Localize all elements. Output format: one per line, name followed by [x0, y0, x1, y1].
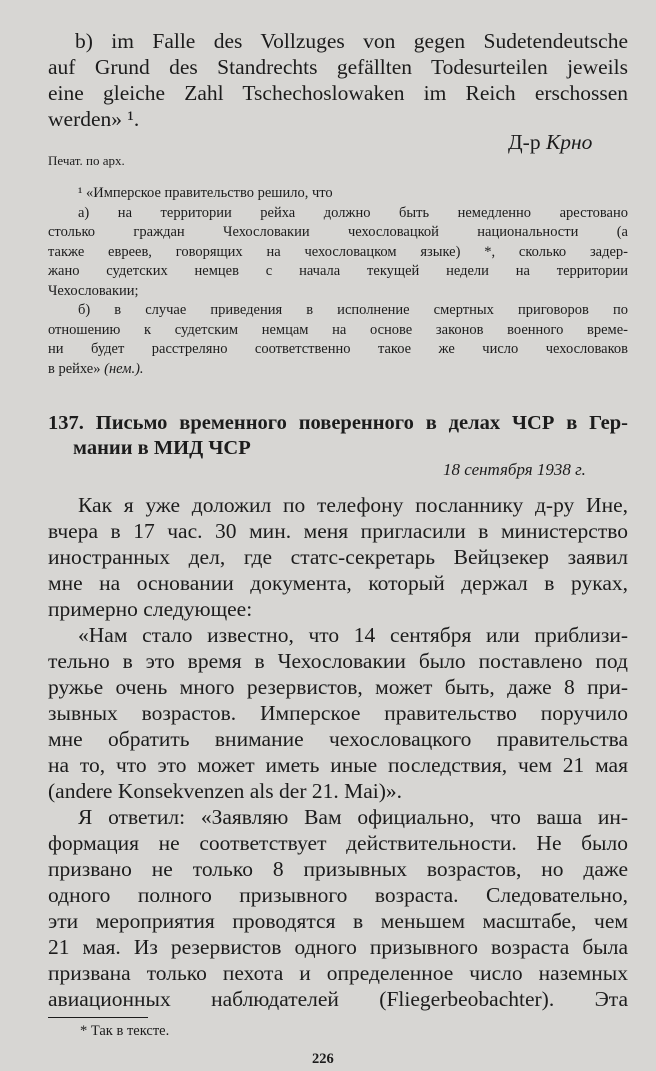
footnote-line: жано судетских немцев с начала текущей недели на территории — [48, 263, 628, 279]
footnote-text: в рейхе» — [48, 361, 101, 377]
body-line: зывных возрастов. Имперское правительство поручило — [48, 701, 628, 725]
footnote-line: а) на территории рейха должно быть немедленно арестовано — [78, 205, 628, 221]
body-line: 21 мая. Из резервистов одного призывного возраста была — [48, 935, 628, 959]
body-line: призвано не только 8 призывных возрастов, но даже — [48, 857, 628, 881]
body-line: ружье очень много резервистов, может быть, даже 8 при- — [48, 675, 628, 699]
signature-prefix: Д-р — [508, 130, 541, 154]
signature — [508, 129, 592, 155]
document-number: 137. — [48, 412, 84, 434]
footnote-line: ¹ «Имперское правительство решило, что — [78, 185, 333, 201]
body-line: Как я уже доложил по телефону посланнику д-ру Ине, — [78, 493, 628, 517]
body-line: тельно в это время в Чехословакии было поставлено под — [48, 649, 628, 673]
body-line: примерно следующее: — [48, 597, 253, 621]
footnote-line: отношению к судетским немцам на основе законов военного време- — [48, 322, 628, 338]
document-title-line — [48, 410, 628, 436]
body-line: Я ответил: «Заявляю Вам официально, что ваша ин- — [78, 805, 628, 829]
document-title-line: мании в МИД ЧСР — [73, 437, 251, 459]
body-line: вчера в 17 час. 30 мин. меня пригласили в министерство — [48, 519, 628, 543]
body-line: формация не соответствует действительности. Не было — [48, 831, 628, 855]
document-title: Письмо временного поверенного в делах ЧСР в Гер- — [95, 412, 628, 434]
footnote-line: б) в случае приведения в исполнение смертных приговоров по — [78, 302, 628, 318]
german-quote-line: auf Grund des Standrechts gefällten Todesurteilen jeweils — [48, 55, 628, 79]
body-line: (andere Konsekvenzen als der 21. Mai)». — [48, 779, 403, 803]
footnote-line: также евреев, говорящих на чехословацком языке) *, сколько задер- — [48, 244, 628, 260]
body-line: мне обратить внимание чехословацкого правительства — [48, 727, 628, 751]
footnote-line: Чехословакии; — [48, 283, 139, 299]
document-date: 18 сентября 1938 г. — [443, 460, 586, 479]
body-line: авиационных наблюдателей (Fliegerbeobachter). Эта — [48, 987, 628, 1011]
body-line: одного полного призывного возраста. Следовательно, — [48, 883, 628, 907]
body-line: на то, что это может иметь иные последствия, чем 21 мая — [48, 753, 628, 777]
footnote-divider — [48, 1017, 148, 1018]
german-quote-line: b) im Falle des Vollzuges von gegen Sudetendeutsche — [75, 29, 628, 53]
language-note: (нем.). — [104, 361, 144, 377]
german-quote-line: eine gleiche Zahl Tschechoslowaken im Reich erschossen — [48, 81, 628, 105]
german-quote-line: werden» ¹. — [48, 107, 140, 131]
body-line: иностранных дел, где статс-секретарь Вейцзекер заявил — [48, 545, 628, 569]
body-line: эти мероприятия проводятся в меньшем масштабе, чем — [48, 909, 628, 933]
page-number: 226 — [312, 1051, 334, 1067]
body-line: мне на основании документа, который держал в руках, — [48, 571, 628, 595]
footnote-asterisk: * Так в тексте. — [80, 1023, 170, 1039]
footnote-line — [48, 360, 144, 380]
footnote-line: ни будет расстреляно соответственно такое же число чехословаков — [48, 341, 628, 357]
body-line: призвана только пехота и определенное число наземных — [48, 961, 628, 985]
signature-name: Крно — [545, 130, 593, 154]
body-line: «Нам стало известно, что 14 сентября или приблизи- — [78, 623, 628, 647]
footnote-line: столько граждан Чехословакии чехословацкой национальности (а — [48, 224, 628, 240]
archive-note: Печат. по арх. — [48, 153, 125, 168]
